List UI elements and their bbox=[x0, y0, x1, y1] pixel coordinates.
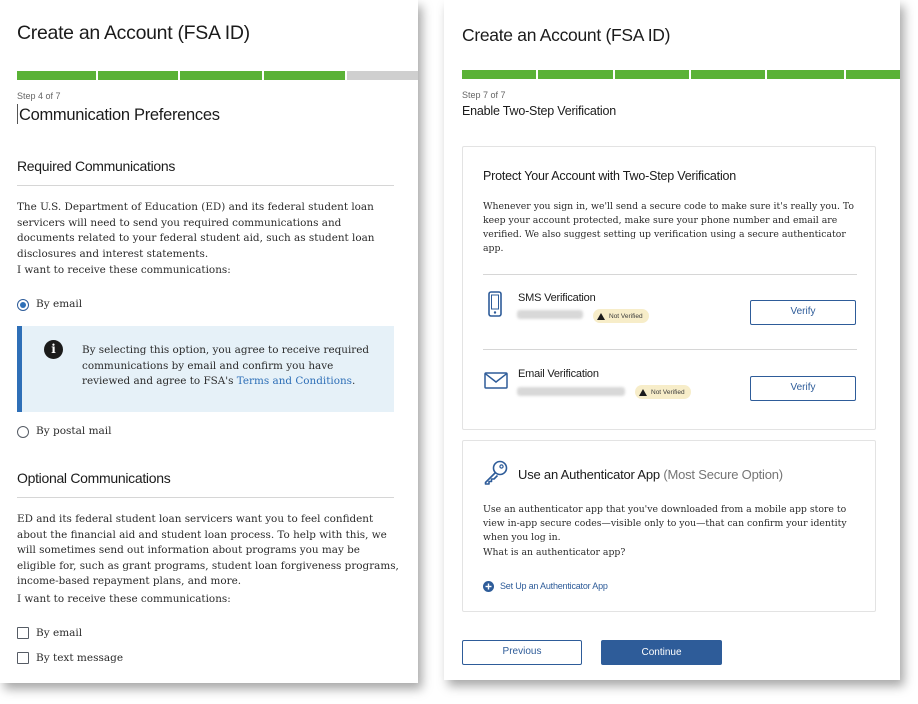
text-cursor bbox=[17, 104, 18, 124]
terms-and-conditions-link[interactable]: Terms and Conditions bbox=[236, 375, 353, 387]
page-heading: Enable Two-Step Verification bbox=[462, 104, 616, 118]
card-body: Whenever you sign in, we'll send a secure code to make sure it's really you. To keep your account protected, make sure your phone number and email are verified. We also suggest setting up verification using a secure authenticator app. bbox=[483, 201, 855, 254]
required-body-text: The U.S. Department of Education (ED) and its federal student loan servicers will need to send you required communications and documents related to your federal student aid, such as student loan disclosures and interest statements. bbox=[17, 201, 375, 260]
progress-bar bbox=[17, 71, 418, 80]
page-title: Create an Account (FSA ID) bbox=[17, 22, 250, 44]
terms-alert bbox=[17, 326, 394, 412]
divider bbox=[483, 274, 857, 275]
page-title: Create an Account (FSA ID) bbox=[462, 25, 671, 45]
option-label: By email bbox=[36, 627, 83, 639]
checkbox[interactable] bbox=[17, 627, 29, 639]
continue-button[interactable]: Continue bbox=[601, 640, 722, 665]
radio-button[interactable] bbox=[17, 426, 29, 438]
phone-icon bbox=[488, 291, 502, 317]
not-verified-badge: Not Verified bbox=[593, 309, 649, 323]
plus-circle-icon bbox=[483, 581, 494, 592]
divider bbox=[17, 497, 394, 498]
previous-button[interactable]: Previous bbox=[462, 640, 582, 665]
option-label: By email bbox=[36, 298, 83, 310]
what-is-authenticator-link[interactable]: What is an authenticator app? bbox=[483, 547, 626, 558]
step-indicator: Step 7 of 7 bbox=[462, 90, 506, 100]
checkbox[interactable] bbox=[17, 652, 29, 664]
radio-button-checked[interactable] bbox=[17, 299, 29, 311]
option-label: By postal mail bbox=[36, 425, 112, 437]
optional-prompt: I want to receive these communications: bbox=[17, 593, 231, 605]
protect-account-card bbox=[462, 146, 876, 430]
alert-text: By selecting this option, you agree to receive required communications by email and confirm you have reviewed and agree to FSA's Terms and Conditions. bbox=[82, 344, 370, 387]
sms-verification-label: SMS Verification bbox=[518, 292, 596, 304]
required-communications-heading: Required Communications bbox=[17, 158, 176, 174]
card-title: Protect Your Account with Two-Step Verification bbox=[483, 169, 737, 183]
required-postal-option[interactable] bbox=[17, 424, 217, 440]
warning-icon bbox=[639, 389, 647, 396]
step-indicator: Step 4 of 7 bbox=[17, 91, 61, 101]
warning-icon bbox=[597, 313, 605, 320]
key-icon bbox=[483, 459, 509, 485]
required-email-option[interactable] bbox=[17, 297, 217, 313]
sms-verify-button[interactable]: Verify bbox=[750, 300, 856, 325]
card-title: Use an Authenticator App (Most Secure Option) bbox=[518, 467, 783, 482]
page-heading: Communication Preferences bbox=[19, 106, 220, 124]
email-verification-label: Email Verification bbox=[518, 368, 599, 380]
authenticator-app-card bbox=[462, 440, 876, 612]
option-label: By text message bbox=[36, 652, 124, 664]
divider bbox=[17, 185, 394, 186]
set-up-authenticator-link[interactable]: Set Up an Authenticator App bbox=[483, 579, 608, 593]
info-icon: i bbox=[44, 340, 63, 359]
not-verified-badge: Not Verified bbox=[635, 385, 691, 399]
optional-email-option[interactable] bbox=[17, 626, 217, 642]
masked-email-address bbox=[517, 387, 625, 396]
email-verify-button[interactable]: Verify bbox=[750, 376, 856, 401]
envelope-icon bbox=[484, 372, 508, 389]
masked-phone-number bbox=[517, 310, 583, 319]
required-prompt: I want to receive these communications: bbox=[17, 264, 231, 276]
optional-text-option[interactable] bbox=[17, 651, 217, 667]
optional-body-text: ED and its federal student loan servicers want you to feel confident about the financial aid and student loan process. To help with this, we will sometimes send out information about programs you may be eligible for, such as grant programs, student loan forgiveness programs, income-based repayment plans, and more. bbox=[17, 513, 399, 587]
divider bbox=[483, 349, 857, 350]
progress-bar bbox=[462, 70, 900, 79]
communication-preferences-panel bbox=[0, 0, 418, 683]
card-body: Use an authenticator app that you've downloaded from a mobile app store to view in-app secure codes—visible only to you—that can confirm your identity when you log in. bbox=[483, 504, 847, 543]
two-step-verification-panel bbox=[444, 0, 900, 680]
optional-communications-heading: Optional Communications bbox=[17, 470, 171, 486]
